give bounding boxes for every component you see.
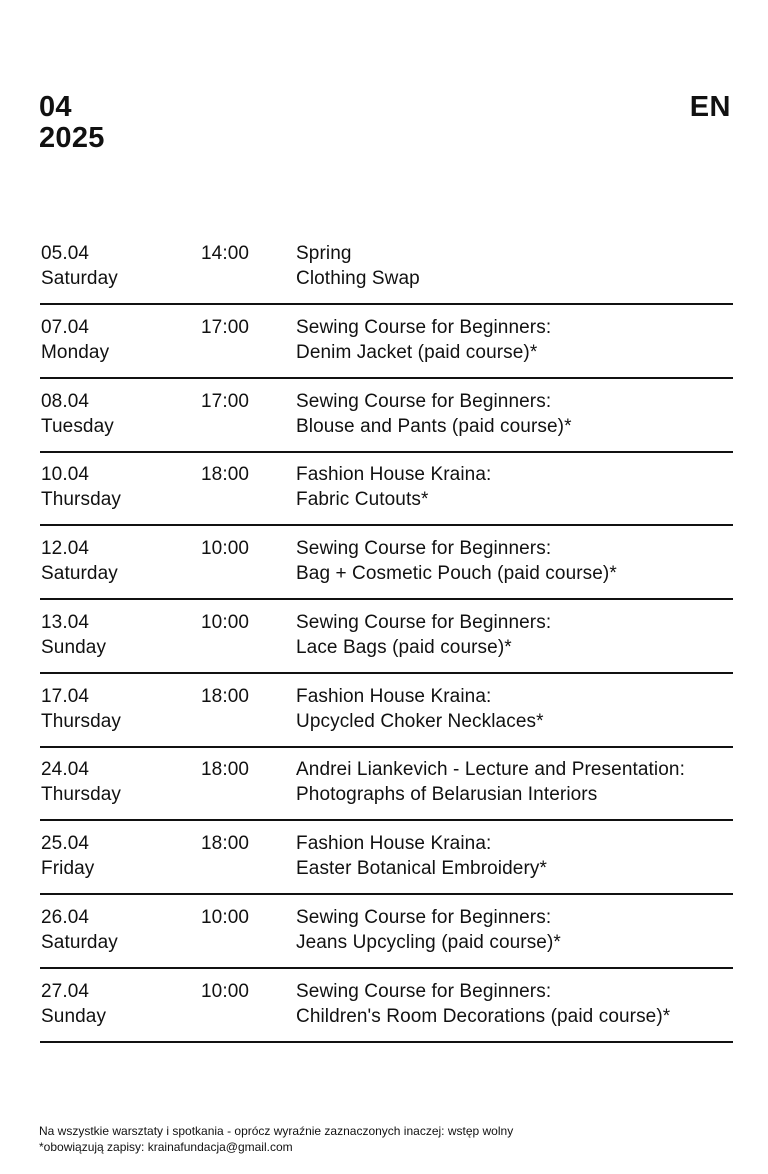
event-date: 27.04 — [41, 980, 90, 1002]
month-year-heading — [39, 92, 105, 154]
event-title-cell — [296, 389, 736, 439]
event-time: 18:00 — [201, 833, 250, 854]
event-row — [40, 823, 733, 895]
event-weekday: Saturday — [41, 931, 118, 953]
event-weekday: Tuesday — [41, 415, 114, 437]
event-title-cell — [296, 757, 736, 807]
event-date: 13.04 — [41, 611, 90, 633]
event-weekday: Thursday — [41, 489, 122, 511]
event-title-cell — [296, 241, 736, 291]
event-title-line1: Fashion House Kraina: — [296, 685, 492, 707]
footer-note-registration: *obowiązują zapisy: krainafundacja@gmail.com — [39, 1140, 293, 1154]
event-date-cell — [41, 389, 191, 439]
event-row — [40, 233, 733, 305]
event-title-line2: Easter Botanical Embroidery* — [296, 858, 547, 879]
event-title-cell — [296, 462, 736, 512]
event-date-cell — [41, 462, 191, 512]
event-title-line1: Sewing Course for Beginners: — [296, 316, 552, 338]
event-date-cell — [41, 241, 191, 291]
event-time: 10:00 — [201, 611, 250, 633]
event-row — [40, 749, 733, 821]
event-weekday: Friday — [41, 858, 95, 879]
event-schedule — [40, 233, 733, 1043]
event-date-cell — [41, 684, 191, 734]
event-row — [40, 454, 733, 526]
event-time: 10:00 — [201, 906, 250, 928]
event-title-cell — [296, 979, 736, 1029]
event-title-line2: Clothing Swap — [296, 268, 420, 289]
event-title-line2: Denim Jacket (paid course)* — [296, 341, 538, 363]
event-date: 24.04 — [41, 759, 90, 781]
event-title-cell — [296, 831, 736, 881]
event-weekday: Thursday — [41, 710, 122, 732]
event-date-cell — [41, 979, 191, 1029]
event-date-cell — [41, 610, 191, 660]
event-title-cell — [296, 315, 736, 365]
event-title-line1: Sewing Course for Beginners: — [296, 980, 552, 1002]
event-row — [40, 381, 733, 453]
year-label: 2025 — [39, 122, 105, 154]
event-title-line1: Andrei Liankevich - Lecture and Presentation: — [296, 759, 685, 781]
event-title-line2: Blouse and Pants (paid course)* — [296, 415, 572, 437]
event-title-line1: Fashion House Kraina: — [296, 833, 492, 854]
event-row — [40, 528, 733, 600]
event-title-line2: Jeans Upcycling (paid course)* — [296, 931, 561, 953]
event-date: 17.04 — [41, 685, 90, 707]
event-row — [40, 676, 733, 748]
event-date: 26.04 — [41, 906, 90, 928]
event-title-cell — [296, 610, 736, 660]
event-title-line2: Photographs of Belarusian Interiors — [296, 784, 598, 806]
event-row — [40, 602, 733, 674]
event-date: 08.04 — [41, 390, 90, 412]
event-time: 10:00 — [201, 980, 250, 1002]
event-date-cell — [41, 757, 191, 807]
event-row — [40, 897, 733, 969]
event-title-cell — [296, 905, 736, 955]
event-title-line1: Sewing Course for Beginners: — [296, 906, 552, 928]
event-row — [40, 307, 733, 379]
event-date-cell — [41, 315, 191, 365]
footer-note-free-entry: Na wszystkie warsztaty i spotkania - oprócz wyraźnie zaznaczonych inaczej: wstęp wolny — [39, 1124, 514, 1138]
event-title-line1: Sewing Course for Beginners: — [296, 390, 552, 412]
event-weekday: Saturday — [41, 268, 118, 289]
event-time: 18:00 — [201, 685, 250, 707]
event-weekday: Sunday — [41, 1005, 107, 1027]
event-title-line2: Upcycled Choker Necklaces* — [296, 710, 544, 732]
event-weekday: Monday — [41, 341, 110, 363]
event-title-cell — [296, 684, 736, 734]
event-date: 12.04 — [41, 538, 90, 559]
event-time: 18:00 — [201, 759, 250, 781]
event-date-cell — [41, 831, 191, 881]
event-row — [40, 971, 733, 1043]
event-date-cell — [41, 536, 191, 586]
event-time: 14:00 — [201, 243, 250, 264]
event-title-line2: Children's Room Decorations (paid course)* — [296, 1005, 671, 1027]
footer-notes — [39, 1123, 513, 1155]
event-time: 18:00 — [201, 464, 250, 486]
language-label: EN — [689, 91, 731, 123]
event-time: 10:00 — [201, 538, 250, 559]
event-date: 05.04 — [41, 243, 90, 264]
event-date: 07.04 — [41, 316, 90, 338]
event-title-line1: Spring — [296, 243, 352, 264]
event-time: 17:00 — [201, 316, 250, 338]
event-time: 17:00 — [201, 390, 250, 412]
event-title-line2: Fabric Cutouts* — [296, 489, 429, 511]
event-title-line2: Lace Bags (paid course)* — [296, 636, 512, 658]
event-title-cell — [296, 536, 736, 586]
event-date: 10.04 — [41, 464, 90, 486]
month-label: 04 — [39, 91, 72, 123]
event-title-line2: Bag + Cosmetic Pouch (paid course)* — [296, 563, 617, 584]
event-date-cell — [41, 905, 191, 955]
event-date: 25.04 — [41, 833, 90, 854]
event-title-line1: Sewing Course for Beginners: — [296, 611, 552, 633]
event-weekday: Sunday — [41, 636, 107, 658]
event-title-line1: Sewing Course for Beginners: — [296, 538, 552, 559]
event-weekday: Saturday — [41, 563, 118, 584]
event-weekday: Thursday — [41, 784, 122, 806]
event-title-line1: Fashion House Kraina: — [296, 464, 492, 486]
